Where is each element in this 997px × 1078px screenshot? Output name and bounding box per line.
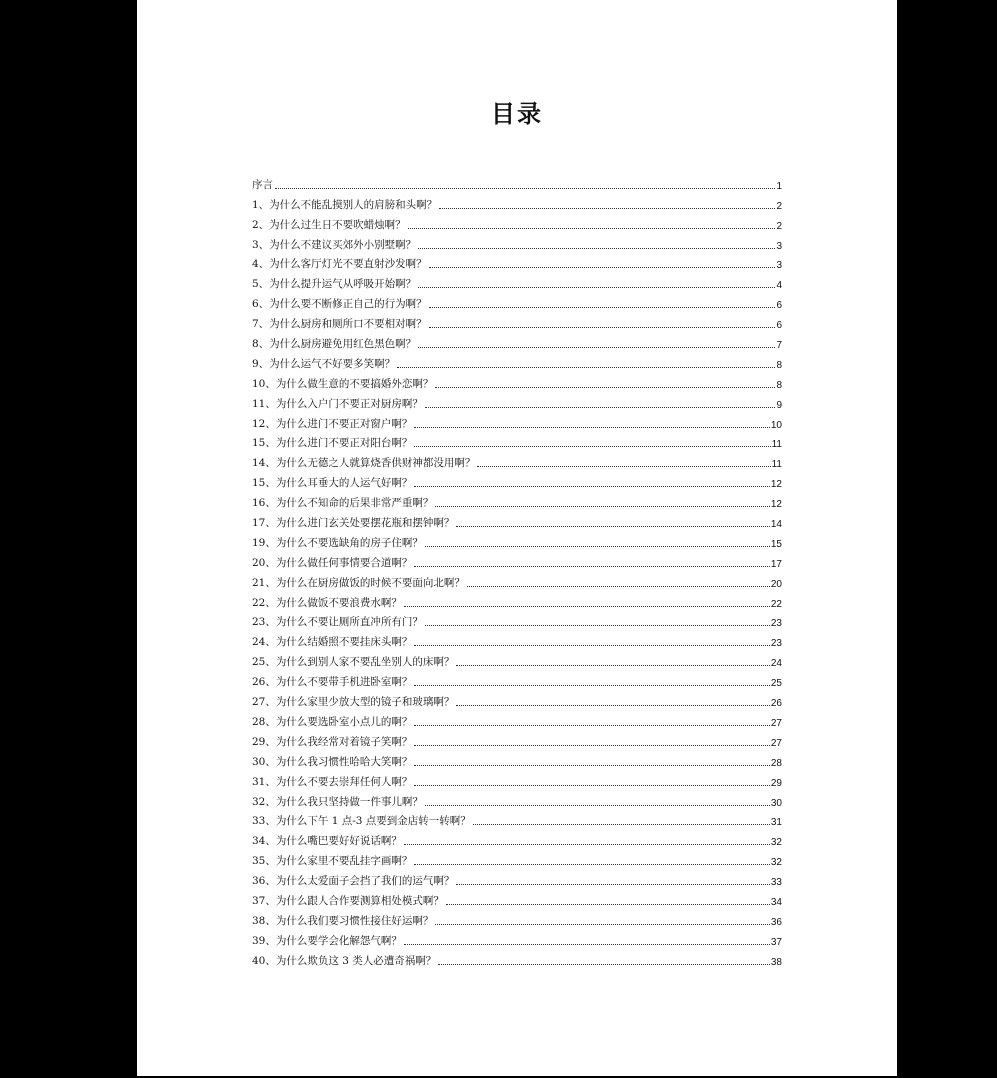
toc-page-number: 28: [770, 757, 782, 769]
dot-leader: [456, 665, 770, 666]
toc-entry[interactable]: [252, 232, 782, 252]
page-title: 目录: [491, 100, 543, 128]
dot-leader: [418, 347, 775, 348]
toc-entry[interactable]: [252, 311, 782, 331]
dot-leader: [429, 307, 776, 308]
toc-entry-title: 40、为什么欺负这 3 类人必遭奇祸啊？: [252, 954, 437, 967]
toc-entry[interactable]: [252, 709, 782, 729]
toc-page-number: 2: [776, 200, 782, 212]
toc-entry[interactable]: [252, 948, 782, 968]
dot-leader: [414, 765, 770, 766]
dot-leader: [429, 327, 776, 328]
toc-page-number: 32: [770, 837, 782, 849]
toc-entry[interactable]: [252, 928, 782, 948]
toc-entry[interactable]: [252, 649, 782, 669]
toc-entry[interactable]: [252, 789, 782, 809]
document-page: [137, 0, 897, 1076]
dot-leader: [425, 625, 770, 626]
dot-leader: [414, 486, 770, 487]
toc-page-number: 23: [770, 618, 782, 630]
toc-entry-title: 1、为什么不能乱摸别人的肩膀和头啊？: [252, 198, 438, 211]
toc-entry[interactable]: [252, 629, 782, 649]
toc-page-number: 8: [776, 359, 782, 371]
toc-entry-title: 37、为什么跟人合作要测算相处模式啊？: [252, 894, 444, 907]
toc-page-number: 11: [771, 459, 782, 471]
toc-entry[interactable]: [252, 271, 782, 291]
toc-entry[interactable]: [252, 669, 782, 689]
dot-leader: [404, 606, 770, 607]
dot-leader: [414, 725, 770, 726]
toc-entry-title: 33、为什么下午 1 点-3 点要到金店转一转啊？: [252, 815, 471, 828]
toc-entry[interactable]: [252, 848, 782, 868]
toc-page-number: 24: [770, 658, 782, 670]
toc-page-number: 4: [776, 280, 782, 292]
toc-entry-title: 5、为什么提升运气从呼吸开始啊？: [252, 278, 417, 291]
toc-entry[interactable]: [252, 490, 782, 510]
toc-entry[interactable]: [252, 729, 782, 749]
dot-leader: [429, 267, 776, 268]
dot-leader: [435, 924, 770, 925]
dot-leader: [418, 248, 775, 249]
toc-page-number: 3: [776, 260, 782, 272]
toc-entry-title: 序言: [252, 178, 273, 191]
toc-entry-title: 15、为什么耳垂大的人运气好啊？: [252, 477, 413, 490]
dot-leader: [414, 685, 770, 686]
dot-leader: [477, 466, 770, 467]
toc-entry[interactable]: [252, 809, 782, 829]
toc-page-number: 38: [770, 956, 782, 968]
toc-entry[interactable]: [252, 510, 782, 530]
toc-entry[interactable]: [252, 470, 782, 490]
toc-entry[interactable]: [252, 769, 782, 789]
toc-entry-title: 36、为什么太爱面子会挡了我们的运气啊？: [252, 875, 455, 888]
toc-page-number: 1: [776, 180, 782, 192]
toc-page-number: 10: [770, 419, 782, 431]
toc-page-number: 7: [776, 340, 782, 352]
toc-page-number: 26: [770, 698, 782, 710]
toc-entry-title: 26、为什么不要带手机进卧室啊？: [252, 676, 413, 689]
dot-leader: [425, 546, 770, 547]
toc-entry[interactable]: [252, 530, 782, 550]
toc-page-number: 32: [770, 857, 782, 869]
dot-leader: [275, 188, 775, 189]
toc-page-number: 3: [776, 240, 782, 252]
toc-page-number: 11: [771, 439, 782, 451]
toc-entry-title: 7、为什么厨房和厕所口不要相对啊？: [252, 318, 427, 331]
dot-leader: [418, 287, 775, 288]
dot-leader: [414, 446, 770, 447]
toc-entry[interactable]: [252, 371, 782, 391]
toc-entry[interactable]: [252, 868, 782, 888]
toc-entry-title: 6、为什么要不断修正自己的行为啊？: [252, 298, 427, 311]
toc-entry-title: 11、为什么入户门不要正对厨房啊？: [252, 397, 423, 410]
toc-entry[interactable]: [252, 411, 782, 431]
toc-entry-title: 35、为什么家里不要乱挂字画啊？: [252, 855, 413, 868]
toc-entry-title: 12、为什么进门不要正对窗户啊？: [252, 417, 413, 430]
toc-entry-title: 16、为什么不知命的后果非常严重啊？: [252, 497, 434, 510]
toc-entry-title: 23、为什么不要让厕所直冲所有门？: [252, 616, 423, 629]
dot-leader: [456, 705, 770, 706]
dot-leader: [414, 427, 770, 428]
toc-entry[interactable]: [252, 610, 782, 630]
toc-entry-title: 8、为什么厨房避免用红色黑色啊？: [252, 338, 417, 351]
dot-leader: [425, 805, 770, 806]
toc-page-number: 25: [770, 678, 782, 690]
toc-page-number: 31: [770, 817, 782, 829]
toc-entry[interactable]: [252, 908, 782, 928]
toc-page-number: 27: [770, 717, 782, 729]
toc-entry-title: 39、为什么要学会化解怨气啊？: [252, 934, 402, 947]
dot-leader: [414, 785, 770, 786]
dot-leader: [425, 407, 776, 408]
toc-entry[interactable]: [252, 550, 782, 570]
toc-entry[interactable]: [252, 291, 782, 311]
dot-leader: [456, 526, 770, 527]
toc-entry[interactable]: [252, 450, 782, 470]
toc-page-number: 15: [770, 538, 782, 550]
toc-page-number: 12: [770, 479, 782, 491]
toc-entry-title: 2、为什么过生日不要吹蜡烛啊？: [252, 218, 406, 231]
toc-entry-title: 38、为什么我们要习惯性接住好运啊？: [252, 914, 434, 927]
toc-entry[interactable]: [252, 431, 782, 451]
toc-page-number: 14: [770, 519, 782, 531]
table-of-contents: [252, 172, 782, 968]
toc-entry[interactable]: [252, 331, 782, 351]
toc-page-number: 12: [770, 499, 782, 511]
toc-entry[interactable]: [252, 172, 782, 192]
toc-entry-title: 25、为什么到别人家不要乱坐别人的床啊？: [252, 656, 455, 669]
toc-entry-title: 17、为什么进门玄关处要摆花瓶和摆钟啊？: [252, 517, 455, 530]
toc-entry[interactable]: [252, 689, 782, 709]
toc-page-number: 9: [776, 399, 782, 411]
dot-leader: [438, 964, 770, 965]
dot-leader: [414, 745, 770, 746]
toc-page-number: 37: [770, 936, 782, 948]
toc-entry-title: 28、为什么要选卧室小点儿的啊？: [252, 715, 413, 728]
toc-entry-title: 20、为什么做任何事情要合道啊？: [252, 556, 413, 569]
toc-entry[interactable]: [252, 351, 782, 371]
toc-page-number: 8: [776, 379, 782, 391]
toc-page-number: 20: [770, 578, 782, 590]
dot-leader: [414, 566, 770, 567]
toc-entry-title: 10、为什么做生意的不要搞婚外恋啊？: [252, 377, 434, 390]
toc-page-number: 29: [770, 777, 782, 789]
toc-entry-title: 4、为什么客厅灯光不要直射沙发啊？: [252, 258, 427, 271]
dot-leader: [414, 645, 770, 646]
toc-page-number: 6: [776, 300, 782, 312]
toc-entry[interactable]: [252, 570, 782, 590]
dot-leader: [414, 864, 770, 865]
toc-entry-title: 34、为什么嘴巴要好好说话啊？: [252, 835, 402, 848]
dot-leader: [408, 228, 776, 229]
dot-leader: [404, 944, 770, 945]
toc-entry-title: 3、为什么不建议买郊外小别墅啊？: [252, 238, 417, 251]
toc-entry[interactable]: [252, 888, 782, 908]
toc-entry[interactable]: [252, 192, 782, 212]
dot-leader: [404, 844, 770, 845]
toc-page-number: 33: [770, 877, 782, 889]
toc-page-number: 36: [770, 916, 782, 928]
toc-page-number: 6: [776, 320, 782, 332]
toc-entry-title: 31、为什么不要去崇拜任何人啊？: [252, 775, 413, 788]
dot-leader: [467, 586, 770, 587]
dot-leader: [446, 904, 770, 905]
toc-entry-title: 32、为什么我只坚持做一件事儿啊？: [252, 795, 423, 808]
toc-entry[interactable]: [252, 252, 782, 272]
toc-entry-title: 19、为什么不要选缺角的房子住啊？: [252, 536, 423, 549]
dot-leader: [473, 824, 770, 825]
toc-page-number: 23: [770, 638, 782, 650]
toc-page-number: 27: [770, 737, 782, 749]
toc-entry-title: 21、为什么在厨房做饭的时候不要面向北啊？: [252, 576, 465, 589]
toc-entry[interactable]: [252, 590, 782, 610]
toc-page-number: 17: [770, 558, 782, 570]
toc-entry-title: 29、为什么我经常对着镜子笑啊？: [252, 735, 413, 748]
toc-entry[interactable]: [252, 391, 782, 411]
toc-page-number: 2: [776, 220, 782, 232]
toc-entry-title: 22、为什么做饭不要浪费水啊？: [252, 596, 402, 609]
toc-entry-title: 15、为什么进门不要正对阳台啊？: [252, 437, 413, 450]
dot-leader: [397, 367, 775, 368]
toc-page-number: 22: [770, 598, 782, 610]
toc-entry[interactable]: [252, 828, 782, 848]
dot-leader: [435, 506, 770, 507]
toc-entry-title: 30、为什么我习惯性哈哈大笑啊？: [252, 755, 413, 768]
toc-entry[interactable]: [252, 212, 782, 232]
dot-leader: [456, 884, 770, 885]
toc-entry-title: 24、为什么结婚照不要挂床头啊？: [252, 636, 413, 649]
toc-entry[interactable]: [252, 749, 782, 769]
toc-entry-title: 14、为什么无德之人就算烧香供财神都没用啊？: [252, 457, 476, 470]
toc-page-number: 34: [770, 896, 782, 908]
dot-leader: [439, 208, 775, 209]
dot-leader: [435, 387, 775, 388]
toc-entry-title: 9、为什么运气不好要多笑啊？: [252, 357, 396, 370]
toc-entry-title: 27、为什么家里少放大型的镜子和玻璃啊？: [252, 696, 455, 709]
toc-page-number: 30: [770, 797, 782, 809]
